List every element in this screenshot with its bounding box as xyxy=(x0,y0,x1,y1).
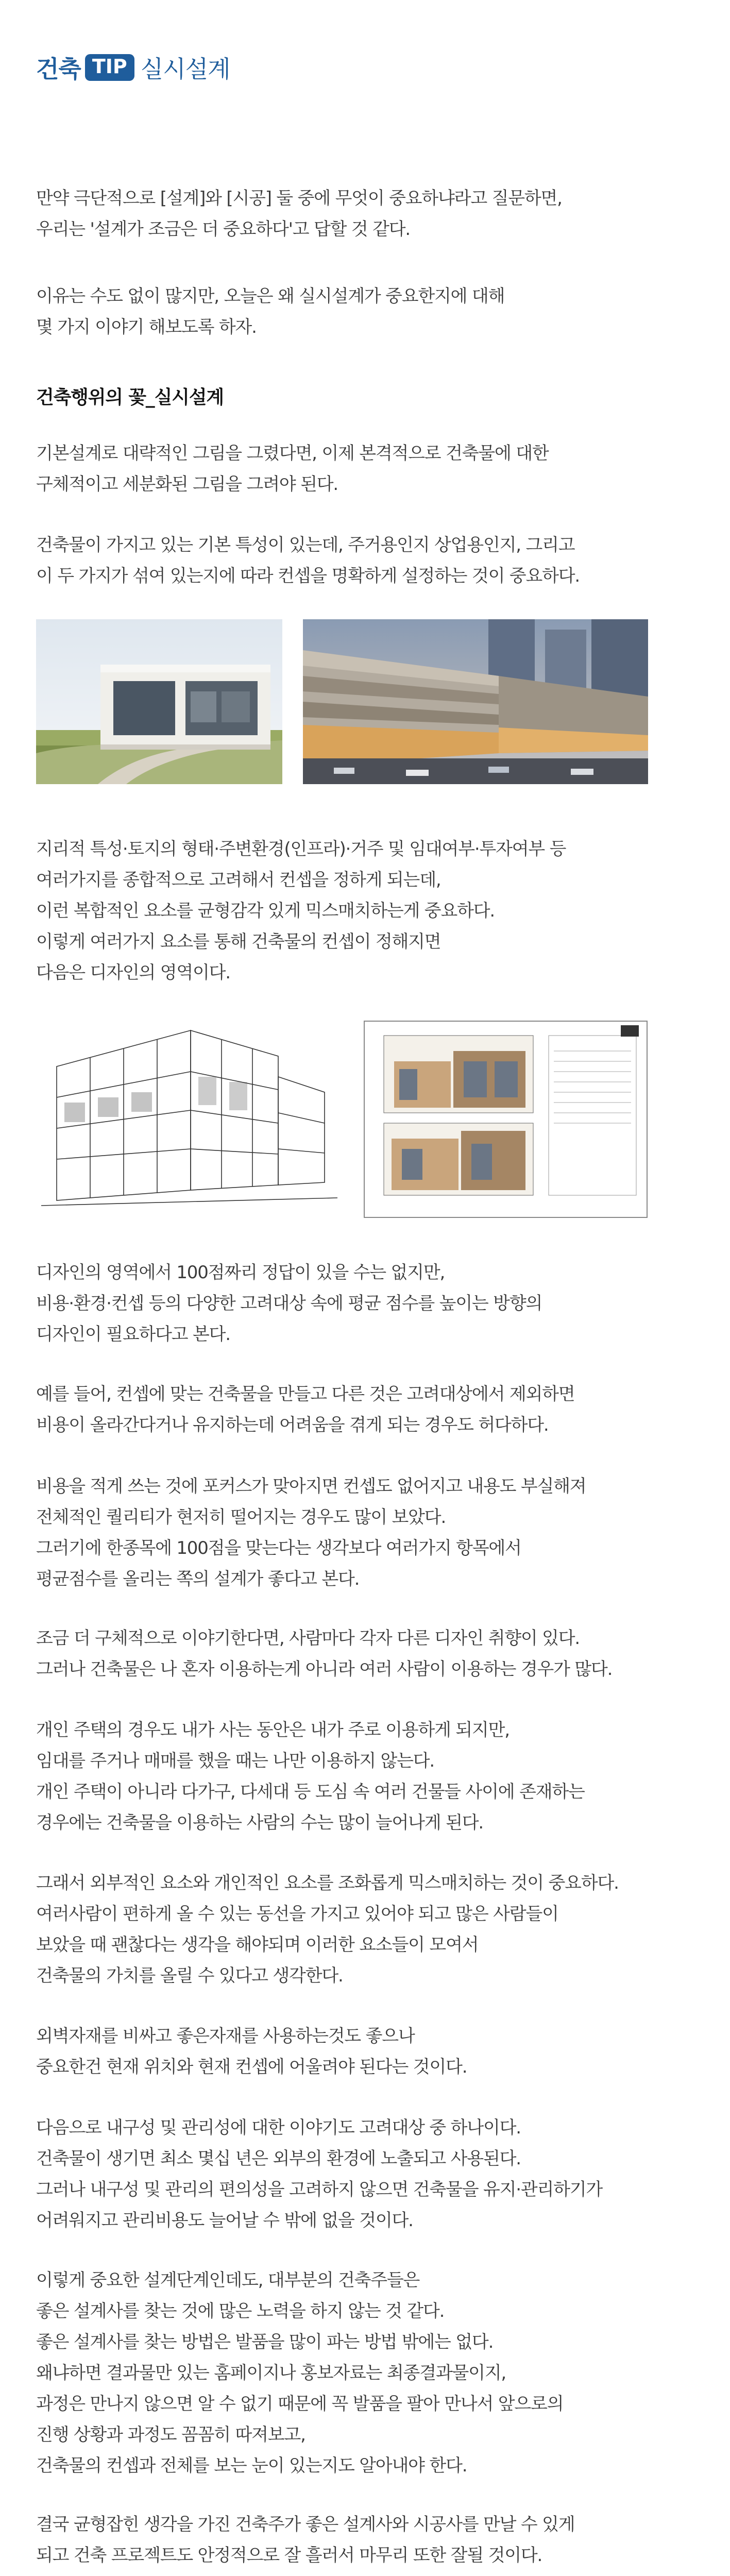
building-sketch-image xyxy=(36,1020,343,1218)
text-line: 비용이 올라간다거나 유지하는데 어려움을 겪게 되는 경우도 허다하다. xyxy=(36,1415,549,1435)
modern-house-photo xyxy=(36,619,282,784)
text-line: 건축물이 가지고 있는 기본 특성이 있는데, 주거용인지 상업용인지, 그리고 xyxy=(36,535,575,555)
paragraph-1 xyxy=(36,438,549,500)
text-line: 구체적이고 세분화된 그림을 그려야 된다. xyxy=(36,474,338,495)
text-line: 그래서 외부적인 요소와 개인적인 요소를 조화롭게 믹스매치하는 것이 중요하다. xyxy=(36,1873,619,1893)
text-line: 이 두 가지가 섞여 있는지에 따라 컨셉을 명확하게 설정하는 것이 중요하다. xyxy=(36,566,580,586)
text-line: 전체적인 퀄리티가 현저히 떨어지는 경우도 많이 보았다. xyxy=(36,1507,446,1528)
text-line: 외벽자재를 비싸고 좋은자재를 사용하는것도 좋으나 xyxy=(36,2026,415,2046)
intro2-paragraph xyxy=(36,281,504,343)
text-line: 개인 주택이 아니라 다가구, 다세대 등 도심 속 여러 건물들 사이에 존재하는 xyxy=(36,1782,585,1802)
paragraph-7 xyxy=(36,1623,612,1685)
text-line: 경우에는 건축물을 이용하는 사람의 수는 많이 늘어나게 된다. xyxy=(36,1812,483,1833)
text-line: 보았을 때 괜찮다는 생각을 해야되며 이러한 요소들이 모여서 xyxy=(36,1935,479,1955)
text-line: 그러나 내구성 및 관리의 편의성을 고려하지 않으면 건축물을 유지·관리하기가 xyxy=(36,2179,603,2200)
paragraph-3 xyxy=(36,834,566,988)
paragraph-4 xyxy=(36,1257,542,1350)
text-line: 다음으로 내구성 및 관리성에 대한 이야기도 고려대상 중 하나이다. xyxy=(36,2117,521,2138)
paragraph-13 xyxy=(36,2509,574,2571)
text-line: 임대를 주거나 매매를 했을 때는 나만 이용하지 않는다. xyxy=(36,1751,435,1771)
architectural-drawing-image xyxy=(363,1020,648,1218)
text-line: 기본설계로 대략적인 그림을 그렸다면, 이제 본격적으로 건축물에 대한 xyxy=(36,443,549,464)
text-line: 이유는 수도 없이 많지만, 오늘은 왜 실시설계가 중요한지에 대해 xyxy=(36,286,505,307)
text-line: 건축물의 컨셉과 전체를 보는 눈이 있는지도 알아내야 한다. xyxy=(36,2455,467,2476)
paragraph-9 xyxy=(36,1868,619,1991)
paragraph-10 xyxy=(36,2021,467,2082)
text-line: 우리는 '설계가 조금은 더 중요하다'고 답할 것 같다. xyxy=(36,219,411,240)
text-line: 여러가지를 종합적으로 고려해서 컨셉을 정하게 되는데, xyxy=(36,870,441,890)
intro-paragraph xyxy=(36,183,562,245)
text-line: 만약 극단적으로 [설계]와 [시공] 둘 중에 무엇이 중요하냐라고 질문하면, xyxy=(36,188,562,209)
text-line: 되고 건축 프로젝트도 안정적으로 잘 흘러서 마무리 또한 잘될 것이다. xyxy=(36,2545,542,2566)
paragraph-11 xyxy=(36,2112,602,2236)
page-title xyxy=(36,50,230,84)
paragraph-5 xyxy=(36,1379,574,1440)
title-suffix: 실시설계 xyxy=(140,55,230,83)
text-line: 몇 가지 이야기 해보도록 하자. xyxy=(36,317,257,337)
paragraph-12 xyxy=(36,2265,563,2481)
text-line: 디자인의 영역에서 100점짜리 정답이 있을 수는 없지만, xyxy=(36,1262,445,1283)
text-line: 진행 상황과 과정도 꼼꼼히 따져보고, xyxy=(36,2425,305,2445)
text-line: 이렇게 중요한 설계단계인데도, 대부분의 건축주들은 xyxy=(36,2270,420,2291)
text-line: 왜냐하면 결과물만 있는 홈페이지나 홍보자료는 최종결과물이지, xyxy=(36,2363,506,2383)
text-line: 그러기에 한종목에 100점을 맞는다는 생각보다 여러가지 항목에서 xyxy=(36,1538,521,1558)
text-line: 조금 더 구체적으로 이야기한다면, 사람마다 각자 다른 디자인 취향이 있다. xyxy=(36,1628,580,1649)
text-line: 평균점수를 올리는 쪽의 설계가 좋다고 본다. xyxy=(36,1569,360,1589)
text-line: 과정은 만나지 않으면 알 수 없기 때문에 꼭 발품을 팔아 만나서 앞으로의 xyxy=(36,2394,564,2414)
text-line: 여러사람이 편하게 올 수 있는 동선을 가지고 있어야 되고 많은 사람들이 xyxy=(36,1904,558,1924)
text-line: 좋은 설계사를 찾는 방법은 발품을 많이 파는 방법 밖에는 없다. xyxy=(36,2332,494,2352)
text-line: 어려워지고 관리비용도 늘어날 수 밖에 없을 것이다. xyxy=(36,2210,413,2231)
text-line: 이렇게 여러가지 요소를 통해 건축물의 컨셉이 정해지면 xyxy=(36,931,441,952)
title-prefix: 건축 xyxy=(36,55,81,83)
text-line: 비용·환경·컨셉 등의 다양한 고려대상 속에 평균 점수를 높이는 방향의 xyxy=(36,1293,542,1314)
text-line: 건축물의 가치를 올릴 수 있다고 생각한다. xyxy=(36,1965,343,1986)
commercial-building-photo xyxy=(303,619,648,784)
text-line: 비용을 적게 쓰는 것에 포커스가 맞아지면 컨셉도 없어지고 내용도 부실해져 xyxy=(36,1476,586,1497)
text-line: 이런 복합적인 요소를 균형감각 있게 믹스매치하는게 중요하다. xyxy=(36,901,495,921)
text-line: 예를 들어, 컨셉에 맞는 건축물을 만들고 다른 것은 고려대상에서 제외하면 xyxy=(36,1384,575,1404)
paragraph-8 xyxy=(36,1715,585,1838)
text-line: 개인 주택의 경우도 내가 사는 동안은 내가 주로 이용하게 되지만, xyxy=(36,1720,510,1740)
text-line: 디자인이 필요하다고 본다. xyxy=(36,1324,230,1345)
text-line: 지리적 특성·토지의 형태·주변환경(인프라)·거주 및 임대여부·투자여부 등 xyxy=(36,839,566,859)
paragraph-2 xyxy=(36,530,580,591)
text-line: 좋은 설계사를 찾는 것에 많은 노력을 하지 않는 것 같다. xyxy=(36,2301,445,2321)
tip-badge: TIP xyxy=(85,54,134,81)
section-heading: 건축행위의 꽃_실시설계 xyxy=(36,387,224,408)
text-line: 건축물이 생기면 최소 몇십 년은 외부의 환경에 노출되고 사용된다. xyxy=(36,2148,521,2169)
text-line: 중요한건 현재 위치와 현재 컨셉에 어울려야 된다는 것이다. xyxy=(36,2057,467,2077)
paragraph-6 xyxy=(36,1471,586,1595)
text-line: 다음은 디자인의 영역이다. xyxy=(36,962,230,983)
text-line: 결국 균형잡힌 생각을 가진 건축주가 좋은 설계사와 시공사를 만날 수 있게 xyxy=(36,2514,575,2535)
text-line: 그러나 건축물은 나 혼자 이용하는게 아니라 여러 사람이 이용하는 경우가 많다. xyxy=(36,1659,613,1680)
